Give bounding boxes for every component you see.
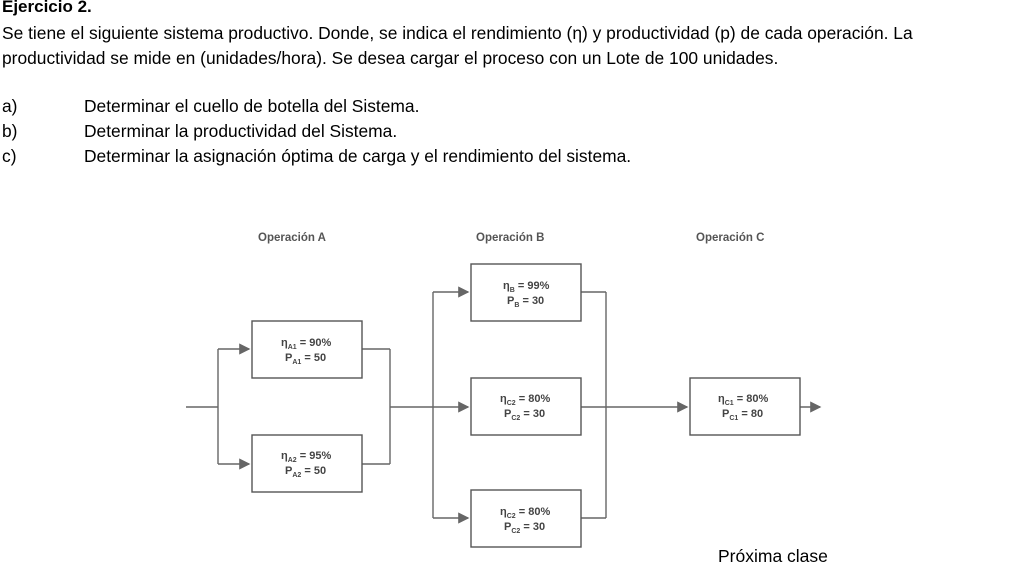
- c1-productivity: $P_{C1} = 80$: [722, 408, 764, 422]
- station-b-bot-box: [471, 490, 581, 547]
- station-b-top-box: [471, 264, 581, 321]
- question-text: Determinar la asignación óptima de carga y el rendimiento del sistema.: [84, 146, 632, 166]
- exercise-statement: Se tiene el siguiente sistema productivo. Donde, se indica el rendimiento (η) y productividad (p) de cada operación. La productividad se mide en (unidades/hora). Se desea cargar el proceso con un Lote de 100 unidades.: [2, 23, 913, 68]
- question-text: Determinar la productividad del Sistema.: [84, 121, 398, 141]
- question-text: Determinar el cuello de botella del Sistema.: [84, 96, 420, 116]
- b-mid-efficiency: $\eta_{C2} = 80\%$: [500, 393, 551, 407]
- operation-b-label: Operación B: [476, 232, 545, 244]
- station-b-mid-box: [471, 378, 581, 435]
- b-top-productivity: $P_B = 30$: [507, 295, 545, 309]
- c1-efficiency: $\eta_{C1} = 80\%$: [718, 393, 769, 407]
- station-c1-box: [690, 378, 800, 435]
- b-mid-productivity: $P_{C2} = 30$: [504, 408, 546, 422]
- question-label: a): [2, 96, 18, 116]
- station-a2-box: [252, 435, 362, 492]
- a1-efficiency: $\eta_{A1} = 90\%$: [281, 337, 332, 351]
- a1-productivity: $P_{A1} = 50$: [285, 352, 327, 366]
- operation-c-label: Operación C: [696, 232, 765, 244]
- b-bot-productivity: $P_{C2} = 30$: [504, 521, 546, 535]
- question-label: c): [2, 146, 17, 166]
- a2-efficiency: $\eta_{A2} = 95\%$: [281, 450, 332, 464]
- exercise-title: Ejercicio 2.: [2, 0, 92, 16]
- question-label: b): [2, 121, 18, 141]
- b-bot-efficiency: $\eta_{C2} = 80\%$: [500, 506, 551, 520]
- a2-productivity: $P_{A2} = 50$: [285, 465, 327, 479]
- station-a1-box: [252, 321, 362, 378]
- b-top-efficiency: $\eta_B = 99\%$: [503, 280, 550, 294]
- operation-a-label: Operación A: [258, 232, 326, 244]
- next-class-label: Próxima clase: [718, 546, 828, 566]
